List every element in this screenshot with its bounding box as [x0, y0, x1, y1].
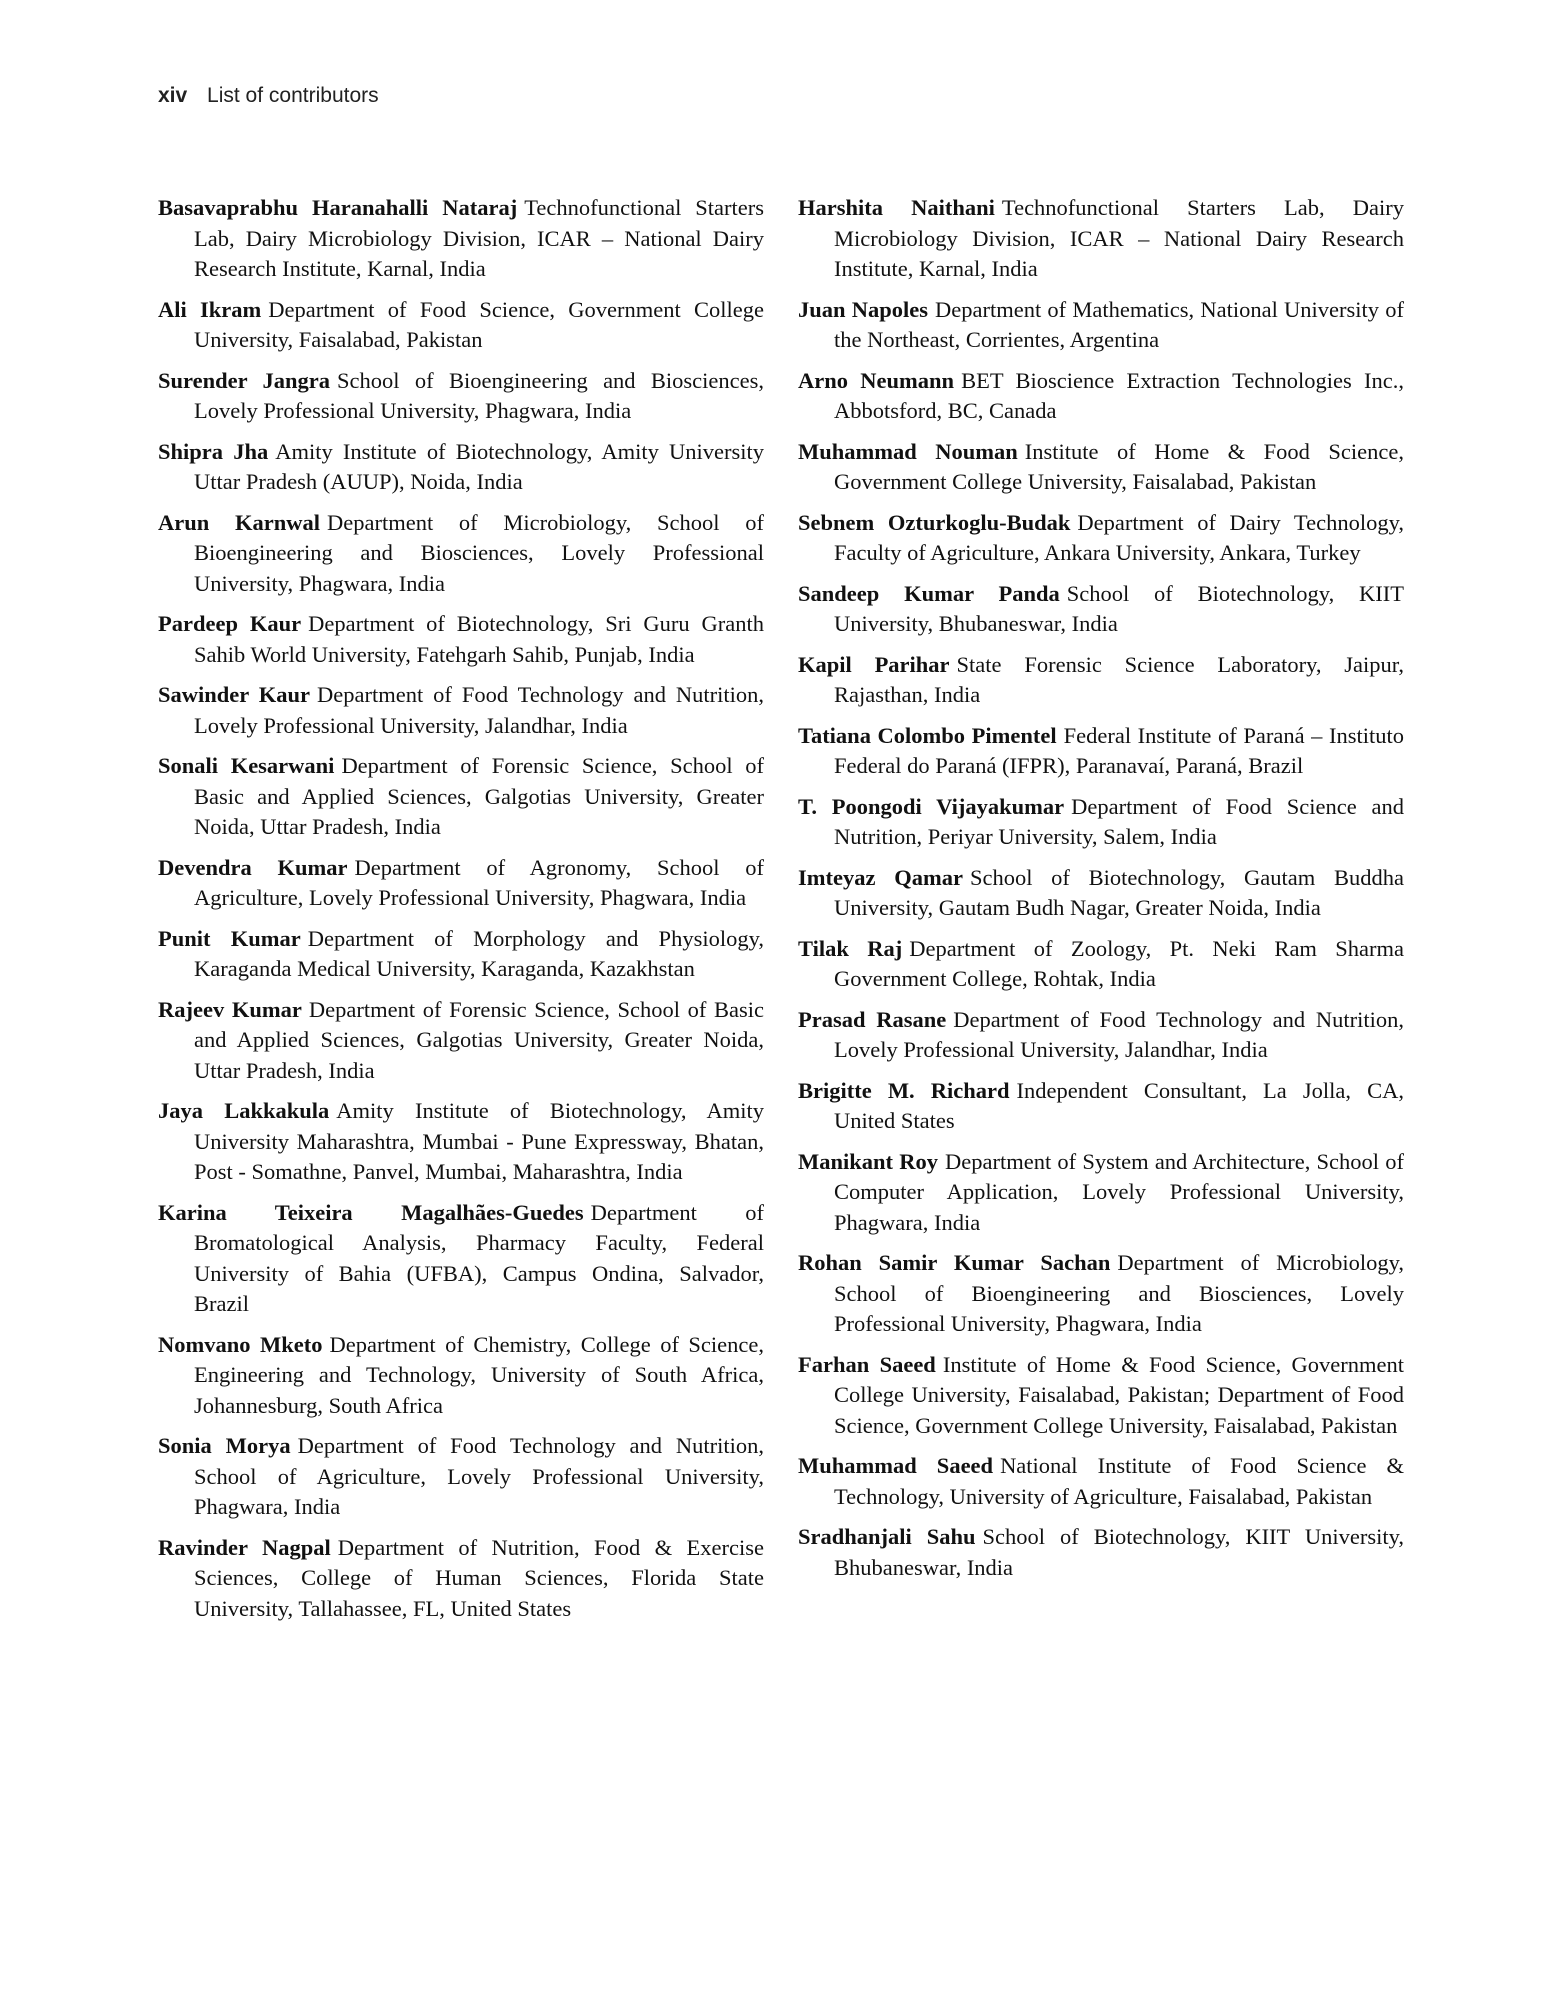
contributor-affiliation: Amity Institute of Biotechnology, Amity University Uttar Pradesh (AUUP), Noida, India [194, 438, 764, 494]
contributor-entry [798, 863, 1404, 924]
contributors-column-left [158, 193, 764, 1634]
page-number: xiv [158, 84, 188, 107]
contributor-name: Manikant Roy [798, 1148, 938, 1174]
contributor-name: Imteyaz Qamar [798, 864, 963, 890]
contributor-affiliation: Department of Food Technology and Nutrition, School of Agriculture, Lovely Professional University, Phagwara, India [194, 1433, 764, 1519]
contributor-entry [158, 295, 764, 356]
contributor-entry [158, 193, 764, 285]
contributor-entry [158, 437, 764, 498]
contributor-entry [798, 579, 1404, 640]
contributor-affiliation: Institute of Home & Food Science, Government College University, Faisalabad, Pakistan [834, 438, 1404, 494]
contributor-entry [798, 366, 1404, 427]
contributor-affiliation: Amity Institute of Biotechnology, Amity University Maharashtra, Mumbai - Pune Expressway, Bhatan, Post - Somathne, Panvel, Mumbai, Maharashtra, India [194, 1098, 765, 1184]
contributor-affiliation: Department of Biotechnology, Sri Guru Granth Sahib World University, Fatehgarh Sahib, Punjab, India [194, 611, 765, 667]
contributor-entry [158, 1198, 764, 1320]
contributor-entry [158, 924, 764, 985]
contributor-name: Muhammad Saeed [798, 1453, 994, 1478]
contributor-name: Sebnem Ozturkoglu-Budak [798, 509, 1071, 535]
contributor-name: Ravinder Nagpal [158, 1534, 331, 1560]
contributor-name: Surender Jangra [158, 367, 331, 393]
contributor-name: Ali Ikram [158, 296, 262, 322]
contributor-entry [798, 193, 1404, 285]
contributor-name: Punit Kumar [158, 925, 301, 951]
contributor-name: Kapil Parihar [798, 651, 950, 677]
contributor-entry [798, 1451, 1404, 1512]
contributor-name: Basavaprabhu Haranahalli Nataraj [158, 195, 518, 220]
contributor-entry [798, 437, 1404, 498]
contributor-name: Sradhanjali Sahu [798, 1524, 976, 1549]
contributor-entry [158, 1330, 764, 1422]
contributor-entry [158, 680, 764, 741]
contributor-name: Farhan Saeed [798, 1351, 936, 1377]
contributors-column-right [798, 193, 1404, 1593]
contributor-affiliation: Independent Consultant, La Jolla, CA, United States [834, 1077, 1404, 1133]
contributor-affiliation: Department of Dairy Technology, Faculty of Agriculture, Ankara University, Ankara, Turkey [834, 509, 1404, 565]
contributor-entry [798, 508, 1404, 569]
contributor-affiliation: BET Bioscience Extraction Technologies Inc., Abbotsford, BC, Canada [834, 367, 1404, 423]
contributor-affiliation: National Institute of Food Science & Technology, University of Agriculture, Faisalabad, Pakistan [834, 1453, 1404, 1509]
contributor-name: Arun Karnwal [158, 509, 320, 535]
contributor-name: Prasad Rasane [798, 1006, 947, 1032]
contributor-entry [158, 995, 764, 1087]
contributor-name: Shipra Jha [158, 438, 269, 464]
contributor-name: Sandeep Kumar Panda [798, 580, 1060, 606]
contributor-entry [798, 1147, 1404, 1239]
contributor-affiliation: Department of Mathematics, National University of the Northeast, Corrientes, Argentina [834, 296, 1404, 352]
contributor-affiliation: Technofunctional Starters Lab, Dairy Microbiology Division, ICAR – National Dairy Research Institute, Karnal, India [194, 195, 764, 281]
contributor-name: Arno Neumann [798, 367, 955, 393]
contributor-entry [158, 1533, 764, 1625]
contributor-entry [798, 1350, 1404, 1442]
contributor-name: Jaya Lakkakula [158, 1098, 330, 1123]
contributor-name: Sawinder Kaur [158, 682, 311, 707]
contributor-name: T. Poongodi Vijayakumar [798, 793, 1065, 819]
contributor-name: Karina Teixeira Magalhães-Guedes [158, 1199, 584, 1225]
contributor-entry [158, 609, 764, 670]
contributor-affiliation: School of Biotechnology, KIIT University, Bhubaneswar, India [834, 580, 1404, 636]
contributor-name: Brigitte M. Richard [798, 1077, 1010, 1103]
contributor-entry [798, 934, 1404, 995]
contributor-entry [798, 1248, 1404, 1340]
contributor-affiliation: Department of Forensic Science, School of Basic and Applied Sciences, Galgotias University, Greater Noida, Uttar Pradesh, India [194, 996, 764, 1083]
contributor-name: Pardeep Kaur [158, 611, 302, 636]
contributor-affiliation: State Forensic Science Laboratory, Jaipur, Rajasthan, India [834, 651, 1404, 707]
contributor-name: Rajeev Kumar [158, 996, 302, 1022]
contributor-affiliation: Department of System and Architecture, School of Computer Application, Lovely Professional University, Phagwara, India [834, 1148, 1404, 1235]
contributor-affiliation: Technofunctional Starters Lab, Dairy Microbiology Division, ICAR – National Dairy Research Institute, Karnal, India [834, 195, 1404, 281]
contributor-affiliation: Department of Zoology, Pt. Neki Ram Sharma Government College, Rohtak, India [834, 935, 1405, 991]
contributor-entry [798, 721, 1404, 782]
contributor-name: Sonia Morya [158, 1433, 291, 1458]
contributor-entry [798, 1522, 1404, 1583]
contributor-affiliation: Department of Food Technology and Nutrition, Lovely Professional University, Jalandhar, India [194, 682, 765, 738]
contributor-entry [798, 295, 1404, 356]
contributor-affiliation: Department of Agronomy, School of Agriculture, Lovely Professional University, Phagwara, India [194, 854, 765, 910]
contributor-entry [158, 366, 764, 427]
contributor-affiliation: Department of Food Science and Nutrition, Periyar University, Salem, India [834, 793, 1404, 849]
contributor-entry [798, 792, 1404, 853]
running-head [158, 84, 379, 108]
contributor-affiliation: School of Bioengineering and Biosciences, Lovely Professional University, Phagwara, India [194, 367, 764, 423]
contributor-entry [798, 1005, 1404, 1066]
contributor-name: Juan Napoles [798, 296, 928, 322]
contributor-entry [158, 853, 764, 914]
contributor-affiliation: Department of Bromatological Analysis, Pharmacy Faculty, Federal University of Bahia (UFBA), Campus Ondina, Salvador, Brazil [194, 1199, 764, 1316]
contributor-entry [158, 1096, 764, 1188]
contributor-affiliation: Department of Microbiology, School of Bioengineering and Biosciences, Lovely Professional University, Phagwara, India [194, 509, 764, 596]
contributor-entry [158, 508, 764, 600]
contributor-entry [798, 1076, 1404, 1137]
contributor-affiliation: Department of Chemistry, College of Science, Engineering and Technology, University of South Africa, Johannesburg, South Africa [194, 1331, 765, 1418]
contributor-entry [158, 751, 764, 843]
contributor-affiliation: Department of Food Technology and Nutrition, Lovely Professional University, Jalandhar, India [834, 1006, 1404, 1062]
contributor-name: Harshita Naithani [798, 195, 995, 220]
contributor-name: Nomvano Mketo [158, 1331, 323, 1357]
contributor-name: Sonali Kesarwani [158, 753, 335, 778]
contributor-entry [798, 650, 1404, 711]
contributor-entry [158, 1431, 764, 1523]
contributor-affiliation: School of Biotechnology, Gautam Buddha University, Gautam Budh Nagar, Greater Noida, India [834, 864, 1404, 920]
contributor-name: Rohan Samir Kumar Sachan [798, 1250, 1111, 1275]
contributor-affiliation: Department of Food Science, Government College University, Faisalabad, Pakistan [194, 296, 765, 352]
contributor-affiliation: Institute of Home & Food Science, Government College University, Faisalabad, Pakistan; Department of Food Science, Government College University, Faisalabad, Pakistan [834, 1351, 1404, 1438]
page-title: List of contributors [207, 84, 379, 107]
contributor-affiliation: Department of Morphology and Physiology, Karaganda Medical University, Karaganda, Kazakhstan [194, 925, 764, 981]
contributor-name: Muhammad Nouman [798, 438, 1018, 464]
contributor-affiliation: Department of Microbiology, School of Bioengineering and Biosciences, Lovely Professional University, Phagwara, India [834, 1250, 1404, 1336]
contributor-name: Devendra Kumar [158, 854, 348, 880]
contributor-affiliation: School of Biotechnology, KIIT University, Bhubaneswar, India [834, 1524, 1404, 1580]
contributor-affiliation: Federal Institute of Paraná – Instituto Federal do Paraná (IFPR), Paranavaí, Paraná, Brazil [834, 722, 1404, 778]
contributor-name: Tatiana Colombo Pimentel [798, 722, 1057, 748]
contributor-affiliation: Department of Forensic Science, School of Basic and Applied Sciences, Galgotias University, Greater Noida, Uttar Pradesh, India [194, 753, 764, 839]
contributor-affiliation: Department of Nutrition, Food & Exercise Sciences, College of Human Sciences, Florida State University, Tallahassee, FL, United States [194, 1534, 764, 1621]
contributor-name: Tilak Raj [798, 935, 903, 961]
